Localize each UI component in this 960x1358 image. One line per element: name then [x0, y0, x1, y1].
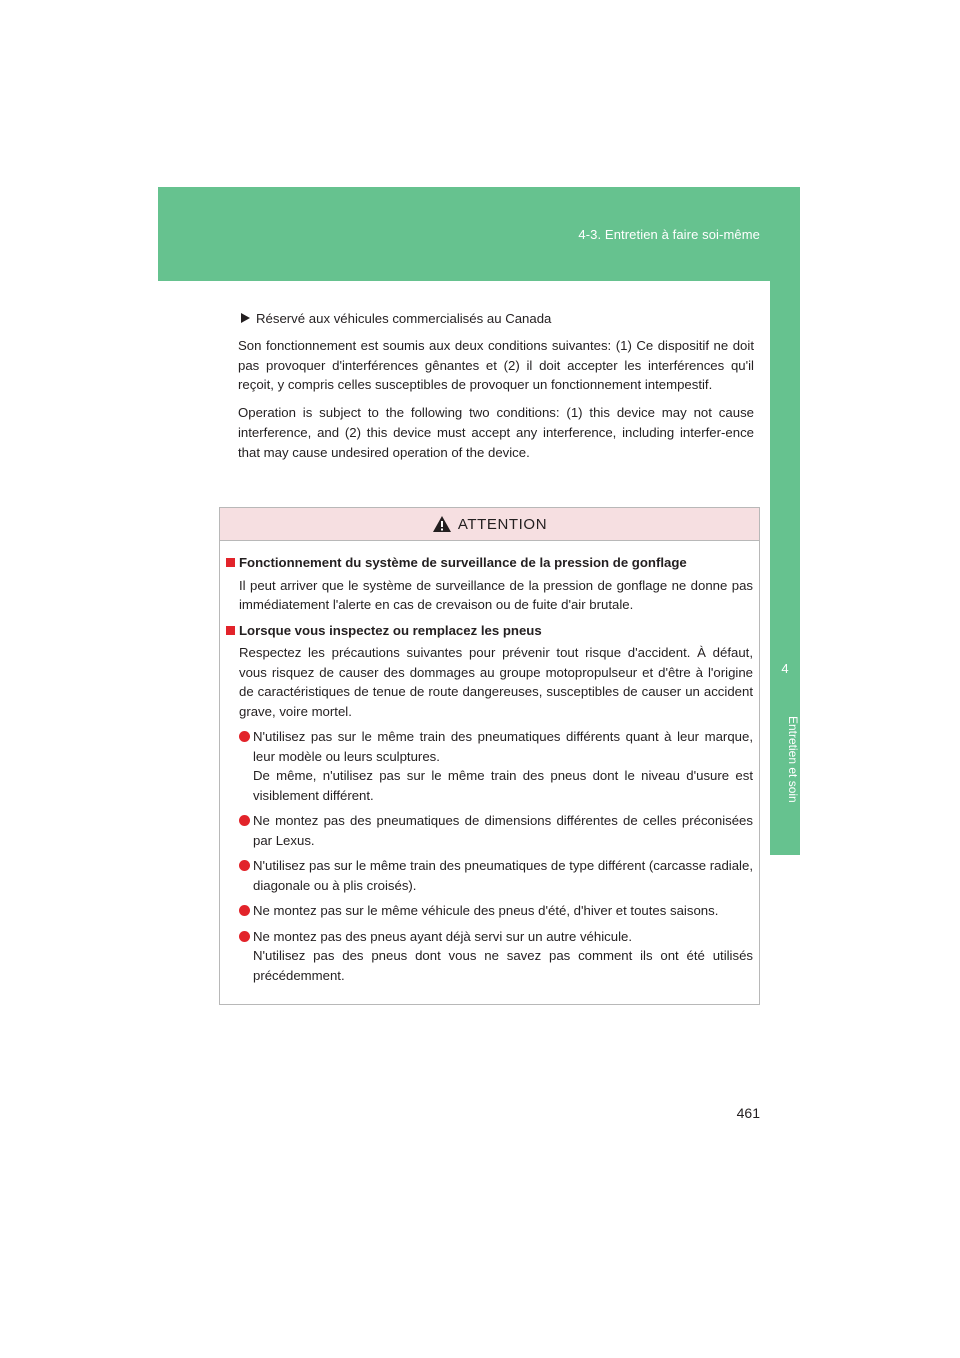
section-heading-text: Lorsque vous inspectez ou remplacez les pneus — [239, 622, 542, 638]
triangle-bullet-icon — [241, 313, 250, 323]
bullet-text — [253, 811, 753, 850]
warning-bullet-item — [239, 727, 753, 805]
bullet-line: Ne montez pas des pneumatiques de dimensions différentes de celles préconisées par Lexus. — [253, 813, 753, 848]
page-number: 461 — [736, 1105, 760, 1121]
warning-content — [220, 541, 759, 985]
warning-header — [220, 508, 759, 541]
section-header-band — [158, 187, 800, 281]
canada-heading-text: Réservé aux véhicules commercialisés au Canada — [256, 311, 552, 326]
section-title: 4-3. Entretien à faire soi-même — [578, 227, 760, 242]
warning-triangle-icon — [432, 515, 452, 533]
red-dot-bullet-icon — [239, 931, 250, 942]
warning-section-heading — [226, 621, 753, 641]
bullet-text — [253, 856, 753, 895]
warning-bullet-item — [239, 856, 753, 895]
warning-box — [219, 507, 760, 1005]
red-dot-bullet-icon — [239, 860, 250, 871]
bullet-line: N'utilisez pas sur le même train des pneumatiques de type différent (carcasse radiale, diagonale ou à plis croisés). — [253, 858, 753, 893]
bullet-line: N'utilisez pas sur le même train des pneumatiques différents quant à leur marque, leur modèle ou leurs sculptures. — [253, 729, 753, 764]
warning-bullet-item — [239, 811, 753, 850]
bullet-text — [253, 927, 753, 986]
canada-heading — [238, 309, 754, 329]
bullet-line: N'utilisez pas des pneus dont vous ne savez pas comment ils ont été utilisés précédemment. — [253, 948, 753, 983]
red-square-bullet-icon — [226, 626, 235, 635]
bullet-line: De même, n'utilisez pas sur le même train des pneus dont le niveau d'usure est visiblement différent. — [253, 768, 753, 803]
red-dot-bullet-icon — [239, 815, 250, 826]
main-body — [238, 309, 754, 471]
warning-section-text: Respectez les précautions suivantes pour prévenir tout risque d'accident. À défaut, vous risquez de causer des dommages au groupe motopropulseur et d'être à l'origine de caractéristiques de tenue de route dangereuses, susceptibles de causer un accident grave, voire mortel. — [239, 645, 753, 719]
paragraph-english: Operation is subject to the following two conditions: (1) this device may not cause interference, and (2) this device must accept any interference, including interfer-ence that may cause undesired operation of the device. — [238, 405, 754, 460]
chapter-label: Entretien et soin — [786, 715, 800, 803]
chapter-side-tab — [770, 281, 800, 855]
bullet-line: Ne montez pas des pneus ayant déjà servi sur un autre véhicule. — [253, 928, 632, 944]
warning-section-text: Il peut arriver que le système de surveillance de la pression de gonflage ne donne pas immédiatement l'alerte en cas de crevaison ou de fuite d'air brutale. — [239, 577, 753, 612]
warning-section-heading — [226, 553, 753, 573]
warning-bullet-item — [239, 901, 753, 921]
paragraph-french: Son fonctionnement est soumis aux deux conditions suivantes: (1) Ce dispositif ne doit pas provoquer d'interférences gênantes et (2) il doit accepter les interférences qu'il reçoit, y compris celles susceptibles de provoquer un fonctionnement intempestif. — [238, 337, 754, 393]
bullet-text — [253, 727, 753, 805]
red-square-bullet-icon — [226, 558, 235, 567]
section-heading-text: Fonctionnement du système de surveillance de la pression de gonflage — [239, 555, 687, 570]
warning-bullet-item — [239, 927, 753, 986]
chapter-number: 4 — [781, 661, 789, 676]
red-dot-bullet-icon — [239, 905, 250, 916]
bullet-line: Ne montez pas sur le même véhicule des pneus d'été, d'hiver et toutes saisons. — [253, 903, 719, 918]
bullet-text — [253, 901, 753, 921]
warning-title: ATTENTION — [457, 515, 548, 533]
red-dot-bullet-icon — [239, 731, 250, 742]
